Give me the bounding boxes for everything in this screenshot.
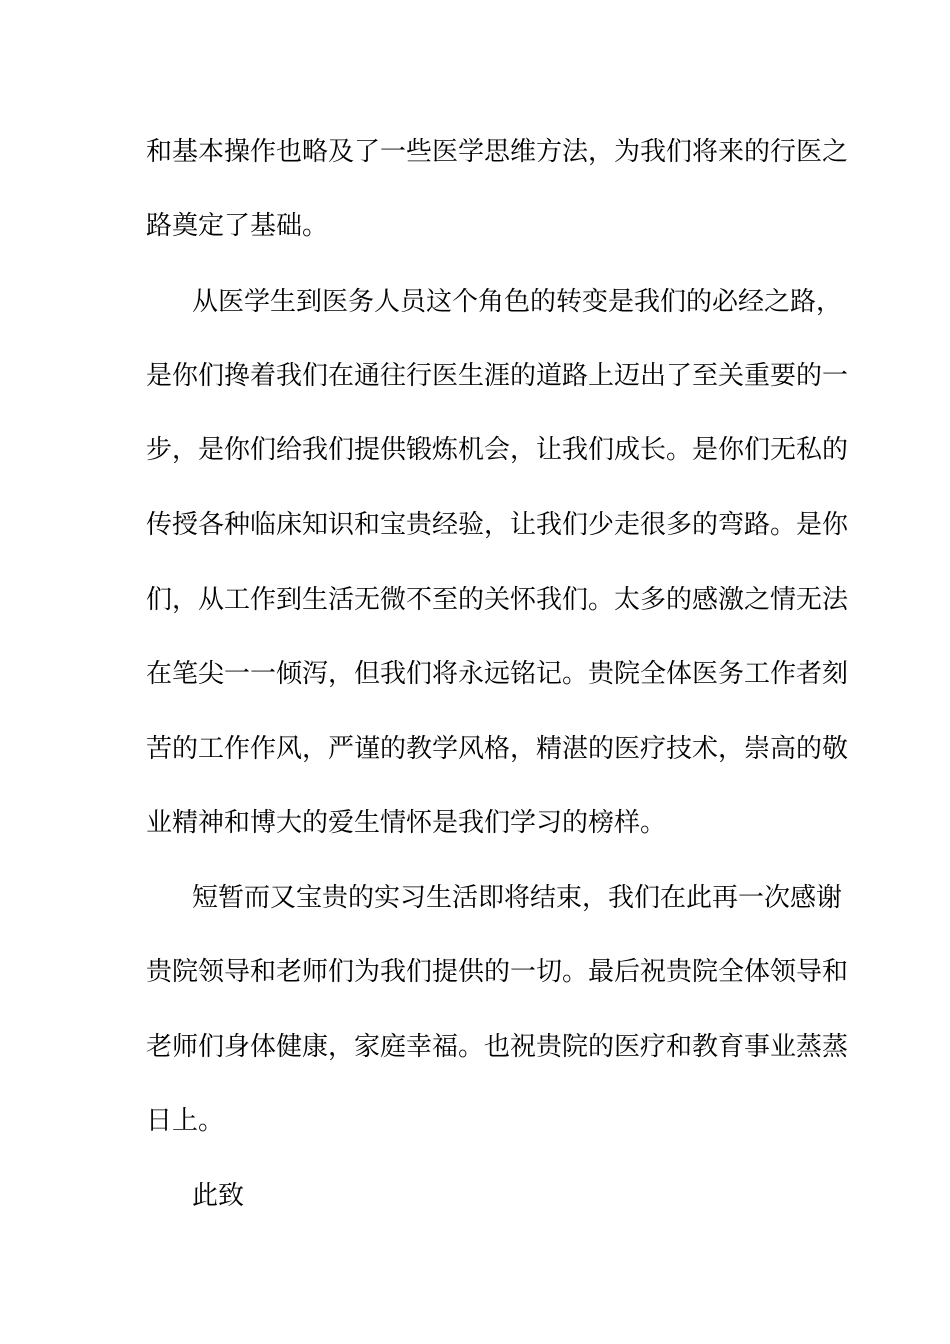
text-line: 步，是你们给我们提供锻炼机会，让我们成长。是你们无私的 (146, 435, 849, 465)
text-line: 日上。 (146, 1106, 225, 1136)
text-line: 苦的工作作风，严谨的教学风格，精湛的医疗技术，崇高的敬 (146, 734, 849, 764)
text-line: 路奠定了基础。 (146, 211, 329, 241)
text-line: 是你们搀着我们在通往行医生涯的道路上迈出了至关重要的一 (146, 361, 849, 391)
text-line: 和基本操作也略及了一些医学思维方法，为我们将来的行医之 (146, 137, 849, 167)
text-line: 业精神和博大的爱生情怀是我们学习的榜样。 (146, 808, 667, 838)
text-line: 老师们身体健康，家庭幸福。也祝贵院的医疗和教育事业蒸蒸 (146, 1032, 849, 1062)
text-line: 传授各种临床知识和宝贵经验，让我们少走很多的弯路。是你 (146, 510, 849, 540)
text-line: 们，从工作到生活无微不至的关怀我们。太多的感激之情无法 (146, 585, 849, 615)
paragraph-first-line: 从医学生到医务人员这个角色的转变是我们的必经之路， (192, 287, 843, 317)
closing-salutation: 此致 (192, 1181, 245, 1211)
text-line: 在笔尖一一倾泻，但我们将永远铭记。贵院全体医务工作者刻 (146, 659, 849, 689)
paragraph-first-line: 短暂而又宝贵的实习生活即将结束，我们在此再一次感谢 (192, 883, 843, 913)
text-line: 贵院领导和老师们为我们提供的一切。最后祝贵院全体领导和 (146, 957, 849, 987)
